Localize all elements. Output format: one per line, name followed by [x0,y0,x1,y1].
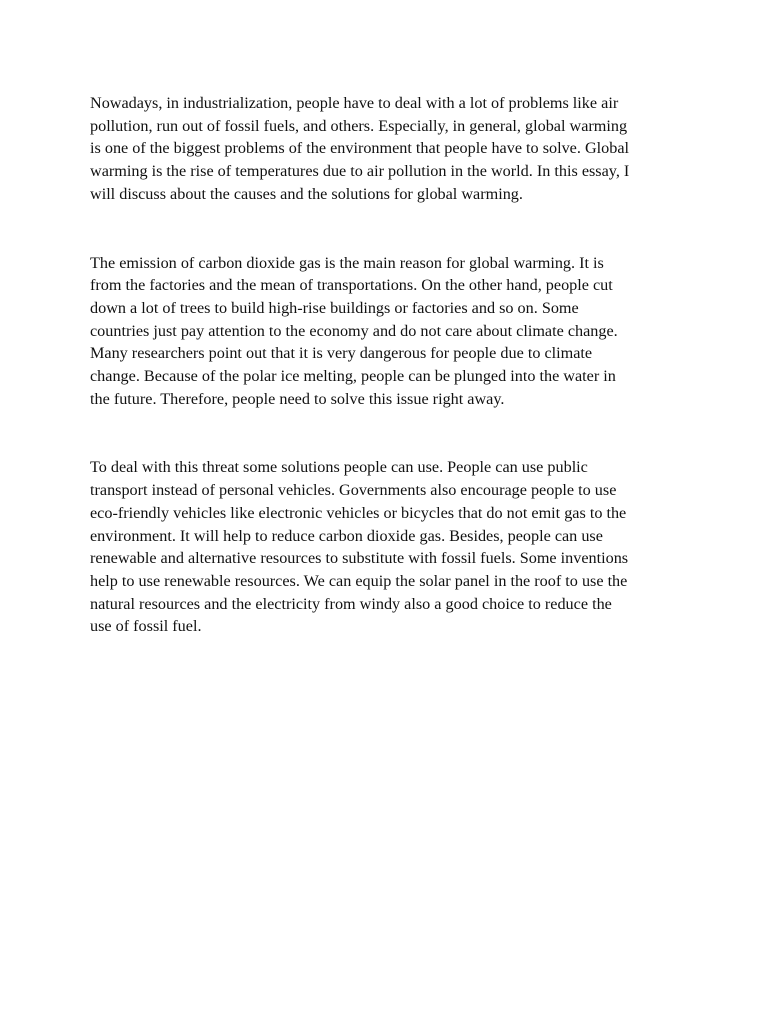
document-body [90,92,690,638]
text-line: down a lot of trees to build high-rise buildings or factories and so on. Some [90,298,579,317]
paragraph-causes [90,252,690,411]
text-line: use of fossil fuel. [90,617,202,636]
text-line: warming is the rise of temperatures due to air pollution in the world. In this essay, I [90,162,630,181]
paragraph-solutions [90,456,690,638]
text-line: Many researchers point out that it is very dangerous for people due to climate [90,344,593,363]
text-line: eco-friendly vehicles like electronic vehicles or bicycles that do not emit gas to the [90,503,627,522]
text-line: The emission of carbon dioxide gas is the main reason for global warming. It is [90,253,604,272]
text-line: change. Because of the polar ice melting, people can be plunged into the water in [90,367,616,386]
text-line: natural resources and the electricity from windy also a good choice to reduce the [90,594,612,613]
text-line: renewable and alternative resources to substitute with fossil fuels. Some inventions [90,549,629,568]
text-line: To deal with this threat some solutions people can use. People can use public [90,458,588,477]
text-line: environment. It will help to reduce carbon dioxide gas. Besides, people can use [90,526,603,545]
text-line: countries just pay attention to the economy and do not care about climate change. [90,321,618,340]
text-line: pollution, run out of fossil fuels, and others. Especially, in general, global warming [90,116,628,135]
text-line: will discuss about the causes and the solutions for global warming. [90,184,523,203]
text-line: from the factories and the mean of transportations. On the other hand, people cut [90,276,613,295]
text-line: is one of the biggest problems of the environment that people have to solve. Global [90,139,630,158]
paragraph-introduction [90,92,690,206]
text-line: the future. Therefore, people need to solve this issue right away. [90,389,505,408]
text-line: transport instead of personal vehicles. Governments also encourage people to use [90,481,617,500]
text-line: Nowadays, in industrialization, people have to deal with a lot of problems like air [90,94,619,112]
text-line: help to use renewable resources. We can equip the solar panel in the roof to use the [90,571,628,590]
